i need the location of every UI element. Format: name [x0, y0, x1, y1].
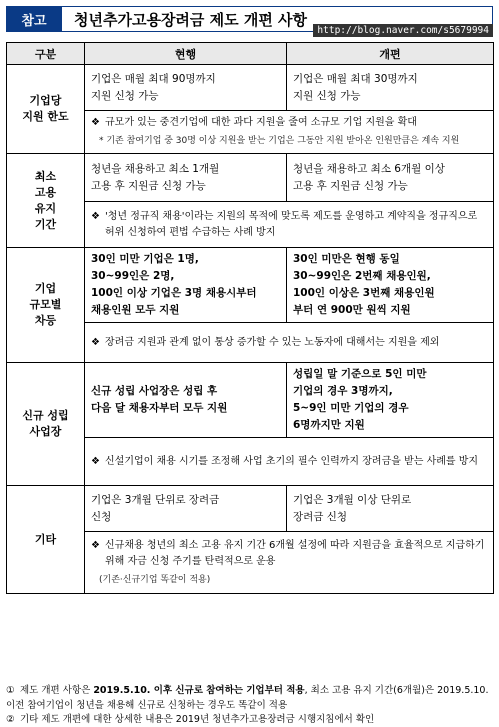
rationale-bullet — [91, 115, 487, 131]
revised-line: 5~9인 미만 기업의 경우 — [293, 402, 409, 414]
category-line: 고용 — [34, 185, 57, 199]
revised-line: 지원 신청 가능 — [293, 89, 361, 102]
rationale-bullet — [91, 335, 487, 351]
revised-cell — [287, 248, 494, 323]
footnote-marker: ② — [6, 714, 15, 725]
category-line: 기타 — [34, 532, 57, 546]
footnote — [6, 712, 493, 727]
rationale-bullet — [91, 454, 487, 470]
revised-cell — [287, 65, 494, 111]
current-cell — [85, 65, 287, 111]
column-header: 현행 — [85, 43, 287, 65]
rationale-bullet — [91, 538, 487, 570]
rationale-text: 규모가 있는 중견기업에 대한 과다 지원을 줄여 소규모 기업 지원을 확대 — [105, 117, 417, 128]
rationale-note — [85, 532, 494, 594]
revised-line: 기업은 3개월 이상 단위로 — [293, 493, 412, 506]
current-line: 신청 — [91, 510, 112, 523]
footnote-marker: ① — [6, 685, 15, 696]
current-line: 청년을 채용하고 최소 1개월 — [91, 162, 220, 175]
current-line: 다음 달 채용자부터 모두 지원 — [91, 402, 228, 414]
blog-watermark: http://blog.naver.com/s5679994 — [313, 24, 493, 37]
category-line: 유지 — [34, 201, 57, 215]
comparison-table — [6, 42, 494, 594]
rationale-note — [85, 111, 494, 154]
table-row — [7, 486, 494, 532]
diamond-bullet-icon: ❖ — [91, 455, 100, 467]
footnote-text: , 최소 고용 유지 기간(6개월)은 2019.5.10. 이전 참여기업이 청년을 채용해 신규로 신청하는 경우도 똑같이 적용 — [6, 685, 489, 711]
page-title: 청년추가고용장려금 제도 개편 사항 — [74, 10, 308, 29]
row-category — [7, 65, 85, 154]
category-line: 지원 한도 — [22, 110, 69, 123]
rationale-text: 장려금 지원과 관계 없이 통상 증가할 수 있는 노동자에 대해서는 지원을 제외 — [105, 336, 440, 348]
current-line: 기업은 3개월 단위로 장려금 — [91, 493, 220, 506]
reference-tag: 참고 — [6, 6, 62, 32]
current-line: 30인 미만 기업은 1명, — [91, 253, 199, 265]
table-body — [7, 65, 494, 594]
category-line: 기간 — [34, 217, 57, 231]
revised-line: 30인 미만은 현행 동일 — [293, 253, 400, 265]
table-row — [7, 154, 494, 202]
rationale-text: 신설기업이 채용 시기를 조정해 사업 초기의 필수 인력까지 장려금을 받는 사례를 방지 — [105, 455, 479, 467]
diamond-bullet-icon: ❖ — [91, 117, 100, 128]
rationale-note — [85, 202, 494, 248]
revised-line: 부터 연 900만 원씩 지원 — [293, 304, 411, 316]
current-cell — [85, 248, 287, 323]
column-header: 구분 — [7, 43, 85, 65]
current-line: 채용인원 모두 지원 — [91, 304, 180, 316]
revised-line: 성립일 말 기준으로 5인 미만 — [293, 368, 427, 380]
current-line: 기업은 매월 최대 90명까지 — [91, 72, 216, 85]
current-cell — [85, 363, 287, 438]
row-category — [7, 363, 85, 486]
footnote-emphasis: 2019.5.10. 이후 신규로 참여하는 기업부터 적용 — [93, 685, 305, 696]
revised-line: 청년을 채용하고 최소 6개월 이상 — [293, 162, 445, 175]
footnote — [6, 683, 493, 713]
table-row — [7, 363, 494, 438]
category-line: 기업 — [34, 282, 57, 295]
rationale-subnote: (기존·신규기업 똑같이 적용) — [99, 574, 211, 585]
table-header-row — [7, 43, 494, 65]
revised-cell — [287, 486, 494, 532]
rationale-subnote: * 기존 참여기업 중 30명 이상 지원을 받는 기업은 그동안 지원 받아온 인원만큼은 계속 지원 — [99, 136, 460, 146]
category-line: 규모별 — [29, 298, 62, 311]
revised-line: 기업은 매월 최대 30명까지 — [293, 72, 418, 85]
revised-line: 기업의 경우 3명까지, — [293, 385, 393, 397]
revised-line: 100인 이상은 3번째 채용인원 — [293, 287, 435, 299]
current-line: 고용 후 지원금 신청 가능 — [91, 179, 206, 192]
current-line: 신규 성립 사업장은 성립 후 — [91, 385, 218, 397]
rationale-note — [85, 323, 494, 363]
current-cell — [85, 486, 287, 532]
row-category — [7, 486, 85, 594]
current-line: 100인 이상 기업은 3명 채용시부터 — [91, 287, 257, 299]
revised-line: 6명까지만 지원 — [293, 419, 365, 431]
revised-cell — [287, 363, 494, 438]
revised-line: 고용 후 지원금 신청 가능 — [293, 179, 408, 192]
revised-line: 장려금 신청 — [293, 510, 348, 523]
column-header: 개편 — [287, 43, 494, 65]
diamond-bullet-icon: ❖ — [91, 336, 100, 348]
footnote-text: 기타 제도 개편에 대한 상세한 내용은 2019년 청년추가고용장려금 시행지침에서 확인 — [20, 714, 375, 725]
rationale-bullet — [91, 209, 487, 241]
current-cell — [85, 154, 287, 202]
rationale-note — [85, 438, 494, 486]
category-line: 신규 성립 — [22, 409, 69, 422]
rationale-text: 신규채용 청년의 최소 고용 유지 기간 6개월 설정에 따라 지원금을 효율적으로 지급하기 위해 자금 신청 주기를 탄력적으로 운용 — [105, 539, 485, 567]
rationale-text: '청년 정규직 채용'이라는 지원의 목적에 맞도록 제도를 운영하고 계약직을 정규직으로 허위 신청하여 편법 수급하는 사례 방지 — [105, 210, 478, 238]
diamond-bullet-icon: ❖ — [91, 539, 100, 551]
current-line: 30~99인은 2명, — [91, 270, 175, 282]
revised-cell — [287, 154, 494, 202]
table-row — [7, 65, 494, 111]
category-line: 사업장 — [29, 425, 62, 438]
row-category — [7, 248, 85, 363]
current-line: 지원 신청 가능 — [91, 89, 159, 102]
page-header — [6, 6, 493, 36]
row-category — [7, 154, 85, 248]
category-line: 최소 — [34, 169, 57, 183]
footnote-text: 제도 개편 사항은 — [20, 685, 94, 696]
table-row — [7, 248, 494, 323]
category-line: 차등 — [34, 314, 57, 327]
revised-line: 30~99인은 2번째 채용인원, — [293, 270, 431, 282]
category-line: 기업당 — [29, 94, 62, 107]
diamond-bullet-icon: ❖ — [91, 210, 100, 222]
